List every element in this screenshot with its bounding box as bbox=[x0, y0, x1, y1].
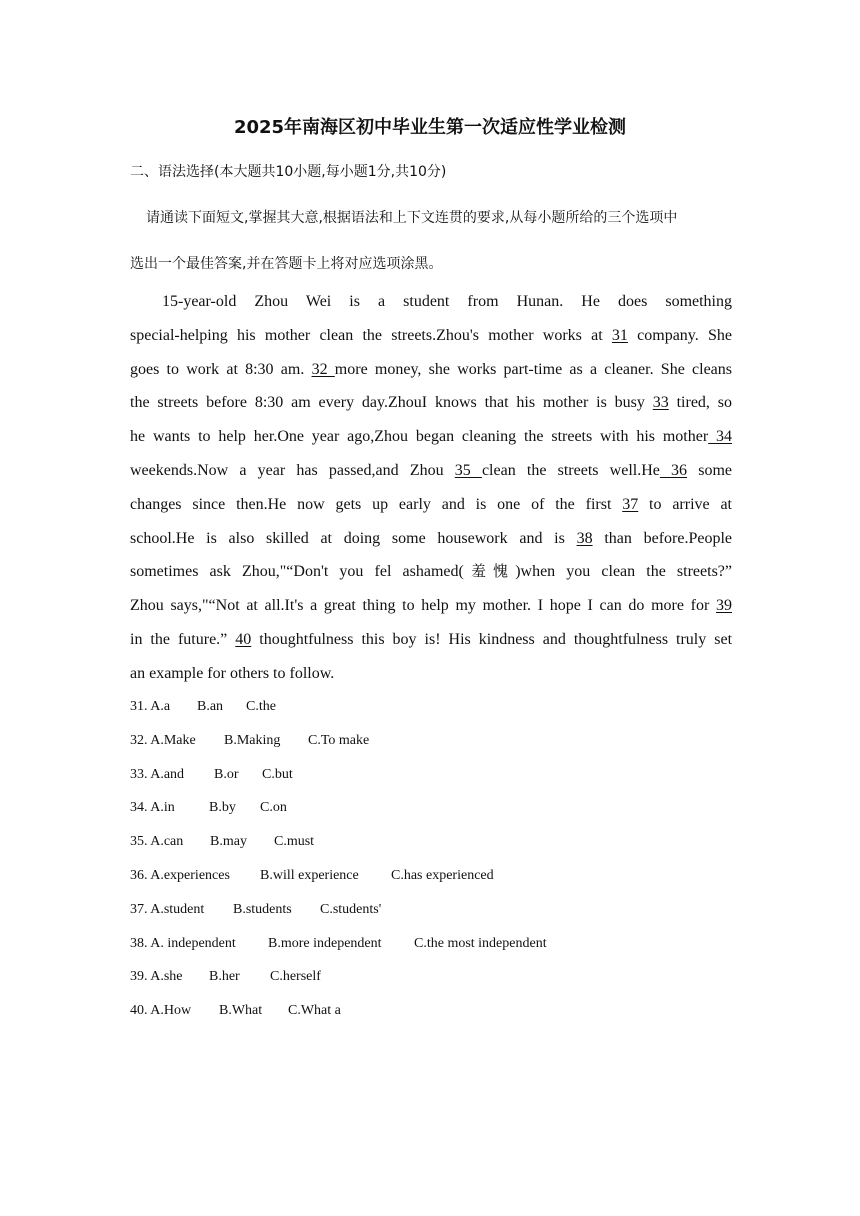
blank-34: 34 bbox=[708, 428, 732, 446]
option-b: B.more independent bbox=[268, 935, 382, 951]
blank-32: 32 bbox=[311, 360, 335, 378]
passage-text: an example for others to follow. bbox=[130, 664, 335, 682]
passage-text: weekends.Now a year has passed,and Zhou bbox=[130, 461, 455, 479]
option-a: 31. A.a bbox=[130, 699, 171, 714]
passage-line bbox=[130, 623, 732, 657]
question-row bbox=[130, 897, 547, 931]
passage-text: clean the streets well.He bbox=[481, 461, 660, 479]
question-row bbox=[130, 762, 547, 796]
passage-text: the streets before 8:30 am every day.ZhouI knows that his mother is busy bbox=[130, 394, 653, 412]
option-c: C.the most independent bbox=[414, 935, 547, 951]
option-c: C.the bbox=[246, 699, 276, 714]
question-row bbox=[130, 863, 547, 897]
option-a: 40. A.How bbox=[130, 1003, 192, 1019]
passage-line bbox=[130, 319, 732, 353]
blank-35: 35 bbox=[454, 461, 482, 479]
passage-text: company. She bbox=[627, 326, 733, 344]
option-c: C.but bbox=[262, 766, 293, 782]
passage-line bbox=[130, 386, 732, 420]
option-a: 37. A.student bbox=[130, 901, 205, 917]
passage-text: he wants to help her.One year ago,Zhou began cleaning the streets with his mother bbox=[130, 428, 709, 446]
passage-text: in the future.” bbox=[130, 630, 236, 648]
option-a: 35. A.can bbox=[130, 834, 184, 850]
passage-line bbox=[130, 420, 732, 454]
option-a: 33. A.and bbox=[130, 766, 185, 782]
question-row bbox=[130, 795, 547, 829]
passage-text: school.He is also skilled at doing some housework and is bbox=[130, 529, 577, 547]
blank-40: 40 bbox=[235, 630, 252, 648]
question-row bbox=[130, 728, 547, 762]
instructions-line-1: 请通读下面短文,掌握其大意,根据语法和上下文连贯的要求,从每小题所给的三个选项中 bbox=[146, 210, 678, 226]
option-b: B.What bbox=[219, 1003, 263, 1019]
passage-text: to arrive at bbox=[638, 495, 733, 513]
option-b: B.will experience bbox=[260, 867, 359, 883]
option-b: B.by bbox=[209, 800, 236, 816]
blank-33: 33 bbox=[652, 394, 669, 412]
option-b: B.may bbox=[210, 834, 247, 850]
passage-text: )when you clean the streets?” bbox=[515, 563, 733, 581]
reading-passage bbox=[130, 285, 732, 691]
option-b: B.an bbox=[197, 699, 224, 714]
passage-line bbox=[130, 589, 732, 623]
option-b: B.her bbox=[209, 969, 240, 985]
option-a: 34. A.in bbox=[130, 800, 175, 816]
passage-text: changes since then.He now gets up early and is one of the first bbox=[130, 495, 623, 513]
option-a: 38. A. independent bbox=[130, 935, 236, 951]
option-b: B.Making bbox=[224, 732, 281, 748]
chinese-gloss: 羞愧 bbox=[463, 562, 516, 581]
option-c: C.To make bbox=[308, 732, 370, 748]
passage-line bbox=[130, 454, 732, 488]
option-c: C.on bbox=[260, 800, 287, 816]
question-row bbox=[130, 829, 547, 863]
passage-text: more money, she works part-time as a cleaner. She cleans bbox=[334, 360, 732, 378]
option-a: 36. A.experiences bbox=[130, 867, 230, 883]
section-heading: 二、语法选择(本大题共10小题,每小题1分,共10分) bbox=[130, 164, 447, 180]
instructions-line-2: 选出一个最佳答案,并在答题卡上将对应选项涂黑。 bbox=[130, 256, 443, 272]
passage-text: goes to work at 8:30 am. bbox=[130, 360, 312, 378]
passage-text: Zhou says,"“Not at all.It's a great thing to help my mother. I hope I can do more for bbox=[130, 597, 716, 615]
option-b: B.or bbox=[214, 766, 239, 782]
passage-text: thoughtfulness this boy is! His kindness and thoughtfulness truly set bbox=[251, 630, 733, 648]
option-c: C.has experienced bbox=[391, 867, 494, 883]
question-row bbox=[130, 998, 547, 1032]
option-a: 32. A.Make bbox=[130, 732, 196, 748]
blank-38: 38 bbox=[576, 529, 593, 547]
question-options-list bbox=[130, 694, 547, 1032]
passage-line bbox=[130, 488, 732, 522]
blank-36: 36 bbox=[659, 461, 688, 479]
passage-text: sometimes ask Zhou,"“Don't you fel ashamed( bbox=[130, 563, 464, 581]
passage-line bbox=[130, 522, 732, 556]
passage-line bbox=[130, 555, 732, 589]
option-c: C.students' bbox=[320, 901, 382, 917]
question-row bbox=[130, 694, 547, 728]
passage-text: than before.People bbox=[592, 529, 733, 547]
passage-text: tired, so bbox=[668, 394, 733, 412]
blank-31: 31 bbox=[611, 326, 628, 344]
option-a: 39. A.she bbox=[130, 969, 183, 985]
passage-text: some bbox=[687, 461, 733, 479]
passage-line bbox=[130, 657, 732, 691]
passage-line bbox=[130, 285, 732, 319]
passage-line bbox=[130, 353, 732, 387]
question-row bbox=[130, 931, 547, 965]
option-c: C.must bbox=[274, 834, 315, 850]
option-b: B.students bbox=[233, 901, 292, 917]
question-row bbox=[130, 964, 547, 998]
passage-text: special-helping his mother clean the streets.Zhou's mother works at bbox=[130, 326, 612, 344]
page-title: 2025年南海区初中毕业生第一次适应性学业检测 bbox=[233, 117, 627, 138]
option-c: C.herself bbox=[270, 969, 321, 985]
blank-39: 39 bbox=[716, 597, 732, 615]
blank-37: 37 bbox=[622, 495, 639, 513]
passage-text: 15-year-old Zhou Wei is a student from Hunan. He does something bbox=[162, 293, 732, 310]
option-c: C.What a bbox=[288, 1003, 341, 1019]
